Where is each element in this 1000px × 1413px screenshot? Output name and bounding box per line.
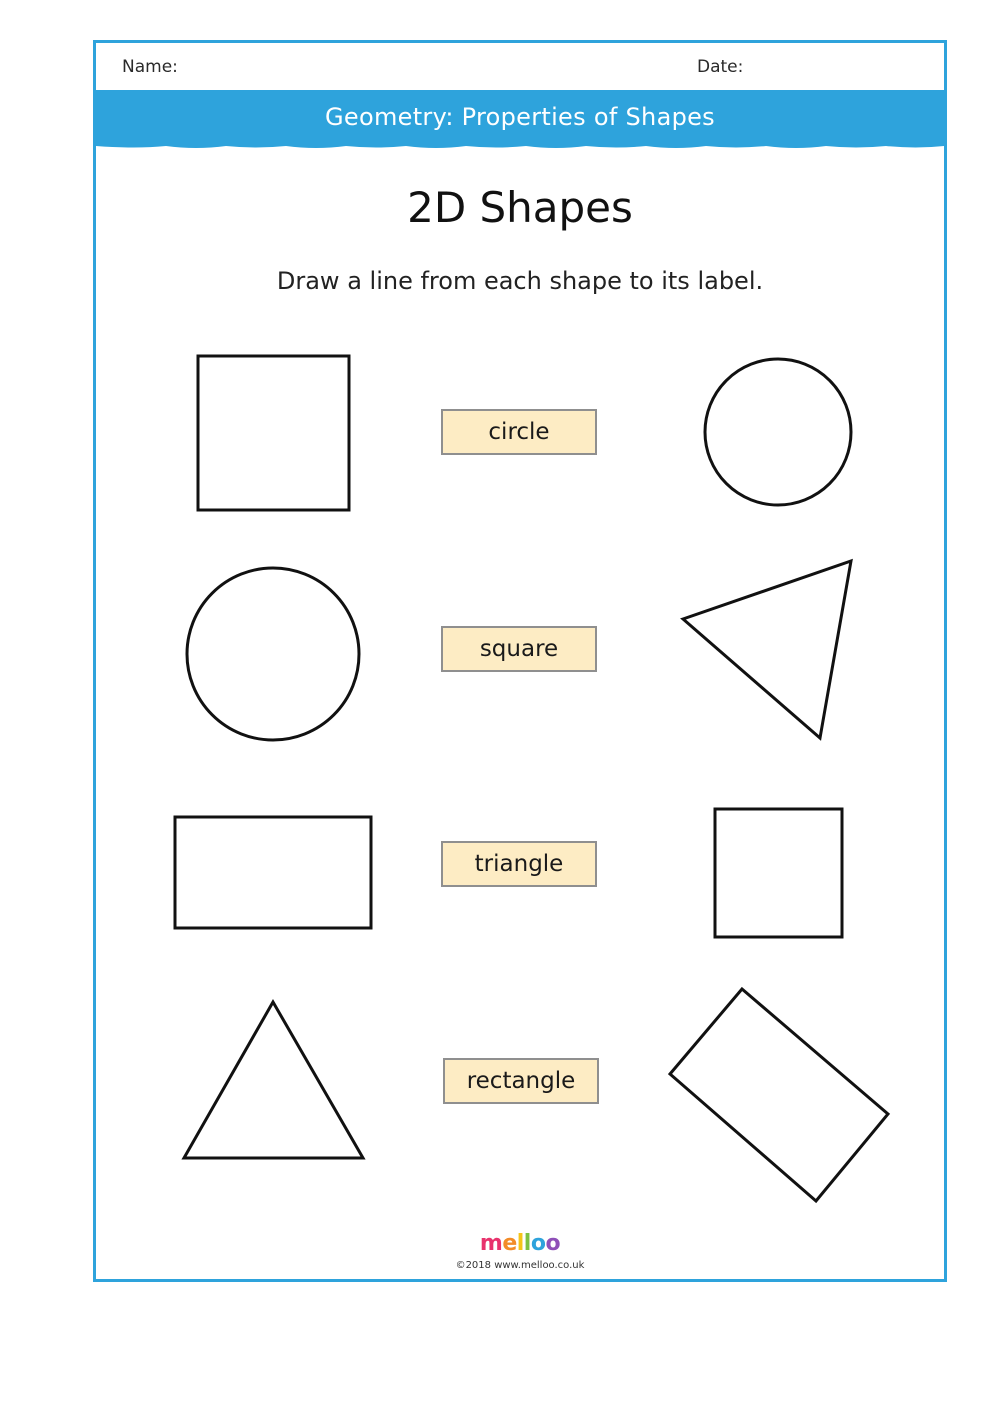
logo-letter: e [502, 1231, 517, 1256]
left-shape-rectangle[interactable] [175, 817, 371, 928]
left-shape-circle[interactable] [187, 568, 359, 740]
right-shape-circle[interactable] [705, 359, 851, 505]
label-rectangle[interactable]: rectangle [443, 1058, 599, 1104]
banner-text: Geometry: Properties of Shapes [325, 103, 715, 131]
name-label: Name: [122, 57, 178, 77]
right-shape-triangle[interactable] [683, 561, 851, 738]
date-label: Date: [697, 57, 744, 77]
instructions: Draw a line from each shape to its label. [276, 267, 764, 295]
right-shape-square[interactable] [715, 809, 842, 937]
logo-letter: l [516, 1231, 524, 1256]
left-shape-square[interactable] [198, 356, 349, 510]
logo-letter: l [523, 1231, 531, 1256]
label-triangle[interactable]: triangle [441, 841, 597, 887]
page-title: 2D Shapes [407, 183, 633, 232]
worksheet [93, 40, 947, 1282]
logo-letter: o [530, 1231, 546, 1256]
melloo-logo [96, 1231, 944, 1256]
right-shape-rectangle[interactable] [670, 989, 888, 1201]
label-square[interactable]: square [441, 626, 597, 672]
logo-letter: m [479, 1231, 503, 1256]
label-circle[interactable]: circle [441, 409, 597, 455]
copyright-text: ©2018 www.melloo.co.uk [455, 1260, 585, 1271]
left-shape-triangle[interactable] [184, 1002, 363, 1158]
logo-letter: o [545, 1231, 561, 1256]
